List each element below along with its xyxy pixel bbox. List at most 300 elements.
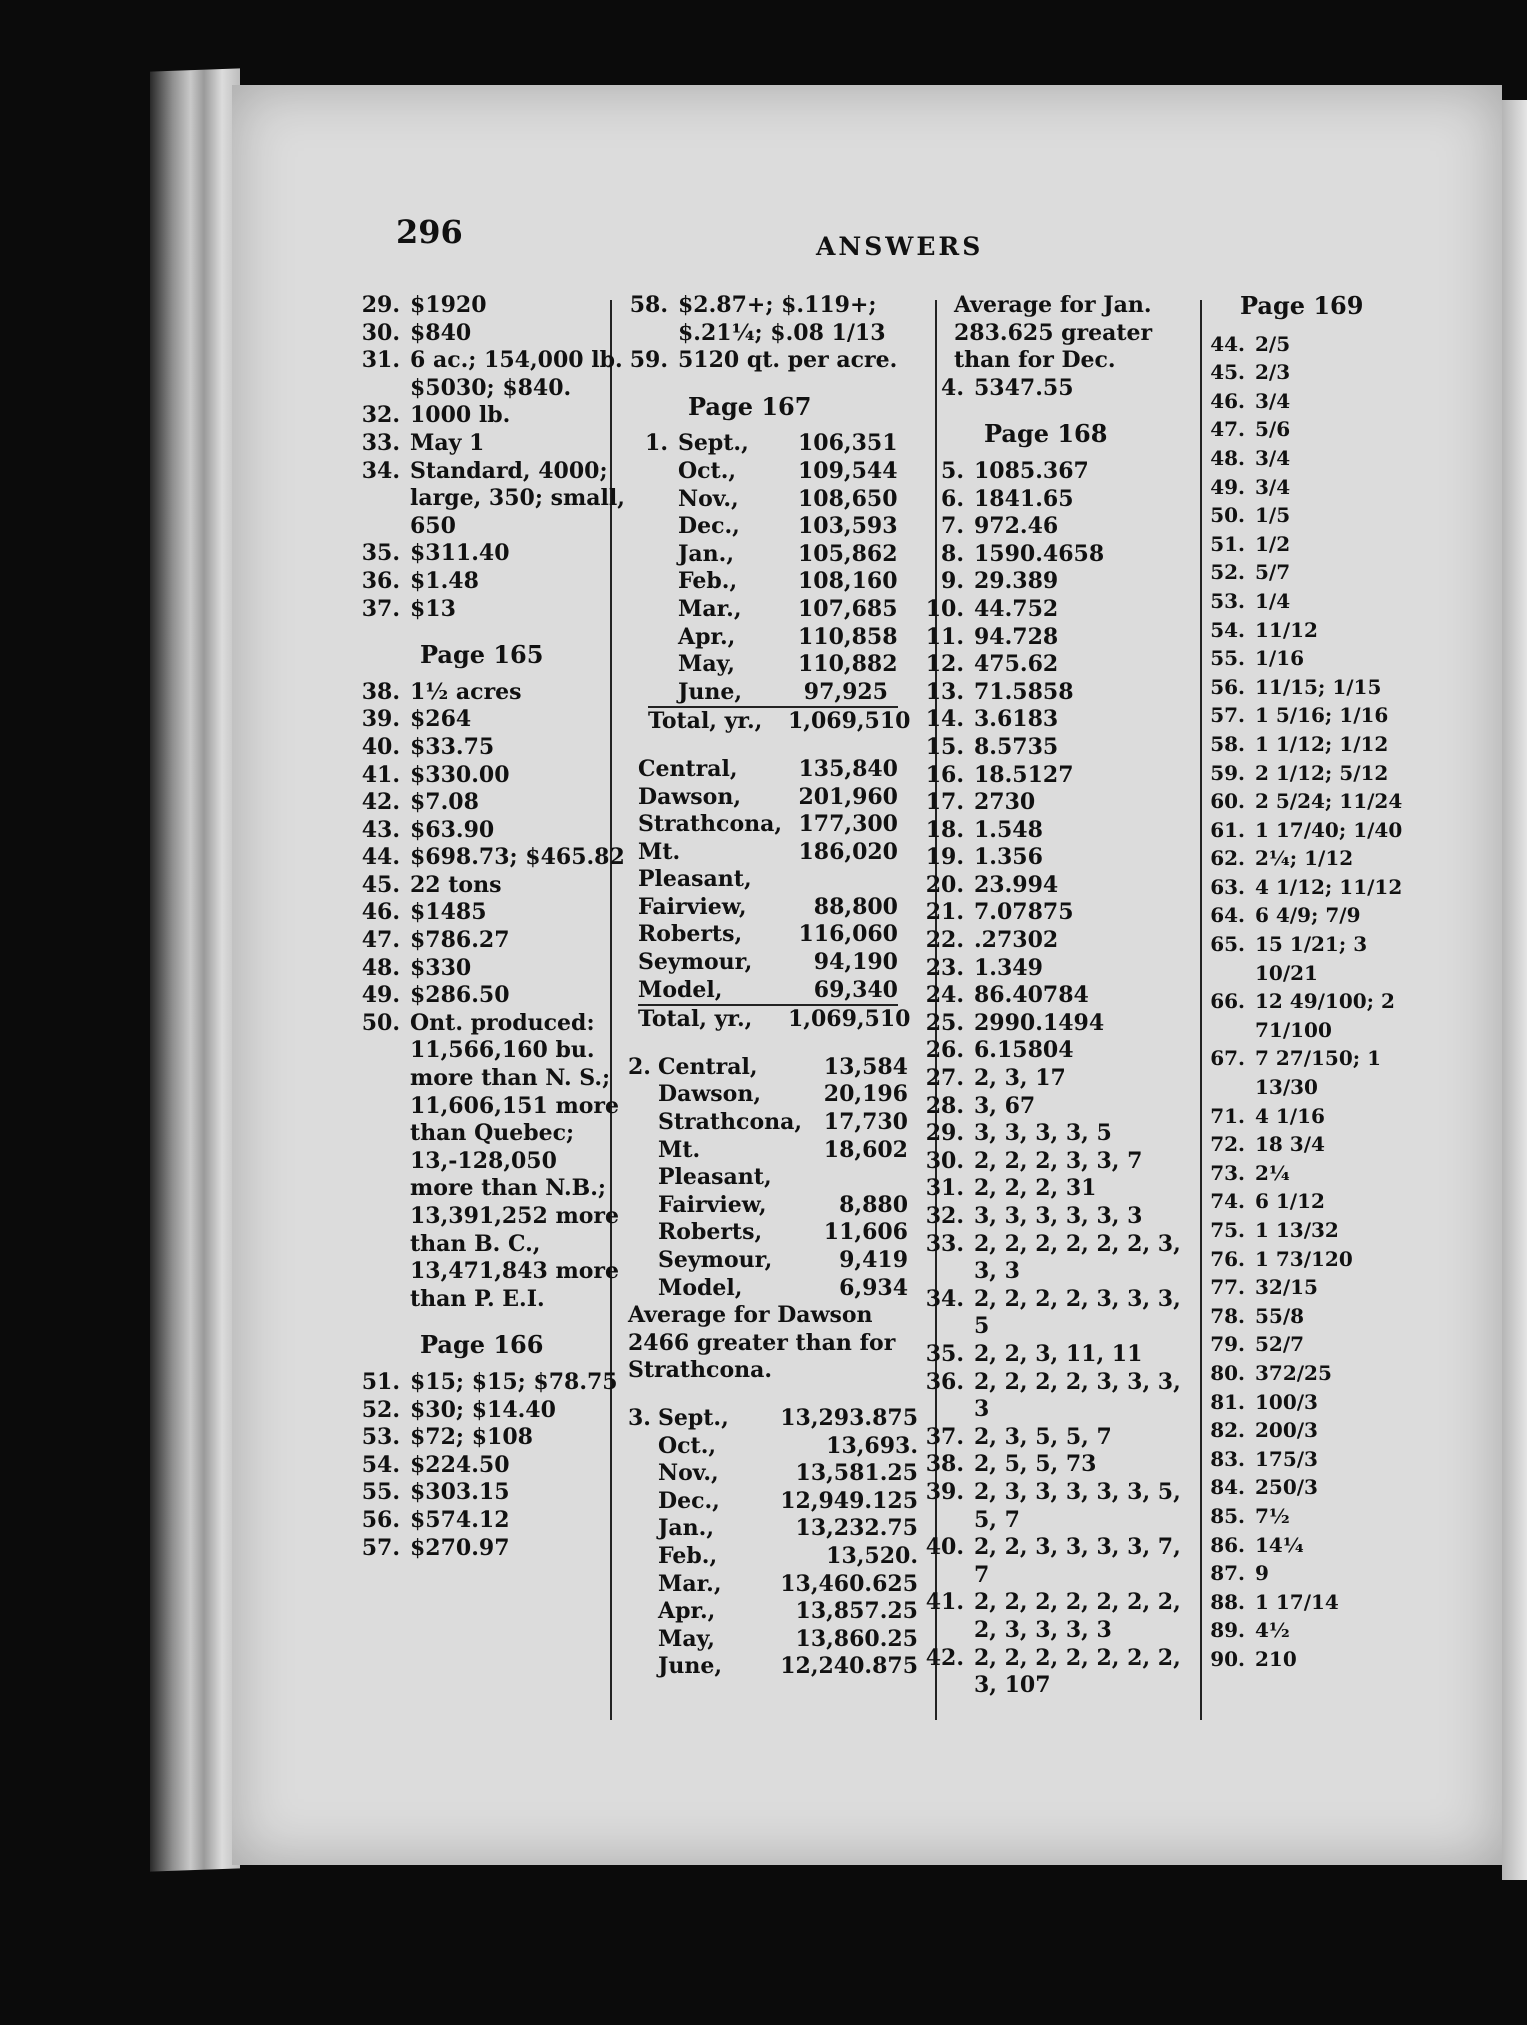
answer-text: 1 1/12; 1/12 xyxy=(1255,731,1389,756)
answer-item xyxy=(360,982,625,1010)
answer-item xyxy=(924,872,1194,900)
table-row xyxy=(658,1626,918,1654)
row-label: June, xyxy=(678,678,743,705)
answer-number: 8. xyxy=(941,540,964,567)
row-label: Jan., xyxy=(658,1515,714,1542)
answer-text: $13 xyxy=(410,595,456,622)
page-number: 296 xyxy=(396,213,463,251)
answer-number: 75. xyxy=(1210,1218,1245,1242)
answer-number: 58. xyxy=(629,292,668,318)
table-row xyxy=(658,1405,918,1433)
row-label: Dec., xyxy=(678,513,740,540)
answer-item xyxy=(1205,787,1415,816)
answer-item xyxy=(1205,1473,1415,1502)
table-row xyxy=(638,949,918,977)
row-value: 94,190 xyxy=(813,949,898,976)
row-value: 106,351 xyxy=(798,430,898,457)
answer-item xyxy=(628,1054,918,1302)
answer-number: 19. xyxy=(925,844,964,871)
answer-item xyxy=(1205,1359,1415,1388)
answer-text: 7½ xyxy=(1255,1503,1290,1528)
row-value: 103,593 xyxy=(798,513,898,540)
answer-item xyxy=(924,596,1194,624)
answer-text: May 1 xyxy=(410,429,485,456)
row-label: June, xyxy=(658,1653,723,1680)
answer-item xyxy=(924,1120,1194,1148)
answer-number: 56. xyxy=(361,1506,400,1533)
answer-number: 31. xyxy=(925,1175,964,1202)
answer-text: 3/4 xyxy=(1255,388,1291,413)
answer-text: 2, 5, 5, 73 xyxy=(974,1451,1097,1478)
row-label: May, xyxy=(678,651,735,678)
answer-number: 4. xyxy=(941,374,964,401)
row-value: 13,857.25 xyxy=(795,1598,918,1625)
answer-item xyxy=(360,679,625,707)
answer-item xyxy=(924,1148,1194,1176)
table-row xyxy=(658,1571,918,1599)
answer-item xyxy=(360,292,625,320)
row-label: Model, xyxy=(658,1274,743,1301)
answer-number: 73. xyxy=(1210,1160,1245,1185)
answer-number: 15. xyxy=(925,733,964,760)
answer-number: 40. xyxy=(361,733,400,760)
answer-item xyxy=(1205,759,1415,788)
row-label: Central, xyxy=(658,1053,758,1080)
answer-item xyxy=(1205,987,1415,1044)
column-rule xyxy=(1200,300,1202,1720)
table-row xyxy=(658,1460,918,1488)
answer-text: 86.40784 xyxy=(974,982,1089,1009)
answer-item xyxy=(1205,730,1415,759)
section-heading: Page 166 xyxy=(420,1330,544,1360)
answer-number: 11. xyxy=(925,623,964,650)
total-row xyxy=(648,706,911,736)
row-value: 110,858 xyxy=(798,623,898,650)
answer-item xyxy=(1205,1616,1415,1645)
answer-text: 6 ac.; 154,000 lb. $5030; $840. xyxy=(410,347,623,401)
answer-text: 1 17/40; 1/40 xyxy=(1255,817,1403,842)
answer-item xyxy=(1205,1559,1415,1588)
answer-item xyxy=(924,955,1194,983)
answer-number: 84. xyxy=(1210,1475,1245,1500)
table-row xyxy=(658,1247,908,1275)
answer-number: 45. xyxy=(361,871,400,898)
answer-item xyxy=(1205,644,1415,673)
answer-item xyxy=(924,1203,1194,1231)
answer-number: 6. xyxy=(941,485,964,512)
answer-text: 23.994 xyxy=(974,871,1059,898)
answer-text: 1/16 xyxy=(1255,646,1305,671)
facing-page-edge xyxy=(1502,100,1527,1880)
row-value: 110,882 xyxy=(798,651,898,678)
row-label: Strathcona, xyxy=(658,1109,803,1136)
table-row xyxy=(678,485,898,514)
answer-item xyxy=(1205,530,1415,559)
answer-text: 1 17/14 xyxy=(1255,1589,1339,1614)
answer-text: 1000 lb. xyxy=(410,402,511,429)
answer-text: 200/3 xyxy=(1255,1418,1318,1443)
answer-number: 55. xyxy=(361,1479,400,1506)
answer-number: 78. xyxy=(1210,1303,1245,1328)
answer-number: 32. xyxy=(361,402,400,429)
answer-number: 87. xyxy=(1210,1561,1245,1586)
answer-item xyxy=(360,1452,625,1480)
answer-number: 82. xyxy=(1210,1418,1245,1443)
answer-item xyxy=(360,762,625,790)
answer-number: 23. xyxy=(925,954,964,981)
row-label: Model, xyxy=(638,976,723,1003)
answer-item xyxy=(924,1065,1194,1093)
answer-number: 39. xyxy=(361,706,400,733)
answer-text: 1.356 xyxy=(974,844,1043,871)
table-row xyxy=(678,540,898,569)
answer-item xyxy=(1205,1388,1415,1417)
answer-item xyxy=(1205,501,1415,530)
answer-text: 2, 3, 5, 5, 7 xyxy=(974,1423,1112,1450)
row-label: May, xyxy=(658,1625,715,1652)
table-row xyxy=(638,756,918,784)
row-value: 9,419 xyxy=(839,1247,908,1273)
answer-number: 36. xyxy=(361,567,400,594)
table-row xyxy=(678,679,888,707)
answer-item xyxy=(924,1175,1194,1203)
answer-item xyxy=(360,817,625,845)
answer-text: 52/7 xyxy=(1255,1332,1305,1357)
table-row xyxy=(658,1109,908,1137)
answer-text: 2, 2, 2, 2, 2, 2, 3, 3, 3 xyxy=(974,1230,1181,1285)
answer-text: 3/4 xyxy=(1255,445,1291,470)
answer-number: 47. xyxy=(361,927,400,954)
answer-text: 1 73/120 xyxy=(1255,1246,1353,1271)
answer-item xyxy=(1205,444,1415,473)
table-row xyxy=(658,1653,918,1681)
answer-number: 61. xyxy=(1210,817,1245,842)
answer-text: 3, 3, 3, 3, 3, 3 xyxy=(974,1203,1143,1229)
answer-number: 59. xyxy=(629,347,668,374)
table-row xyxy=(678,457,898,486)
answer-number: 55. xyxy=(1210,646,1245,671)
answer-number: 52. xyxy=(1210,560,1245,585)
answer-number: 40. xyxy=(925,1534,964,1561)
answer-number: 42. xyxy=(925,1644,964,1671)
table-row xyxy=(658,1137,908,1192)
answer-text: 44.752 xyxy=(974,595,1059,622)
answer-text: 5/6 xyxy=(1255,417,1291,442)
answer-item xyxy=(360,1479,625,1507)
answer-item xyxy=(924,1645,1194,1700)
answer-number: 72. xyxy=(1210,1132,1245,1157)
answer-number: 28. xyxy=(925,1092,964,1119)
answer-number: 47. xyxy=(1210,417,1245,442)
answer-item xyxy=(1205,930,1415,987)
answer-number: 18. xyxy=(925,816,964,843)
answer-number: 27. xyxy=(925,1065,964,1092)
answer-text: 18 3/4 xyxy=(1255,1132,1325,1157)
row-label: Sept., xyxy=(658,1404,729,1431)
answer-text: 94.728 xyxy=(974,623,1059,650)
answer-number: 58. xyxy=(1210,731,1245,756)
answer-text: 1½ acres xyxy=(410,678,522,705)
row-value: 177,300 xyxy=(798,811,898,838)
answer-item xyxy=(924,1231,1194,1286)
answer-text: $72; $108 xyxy=(410,1424,533,1451)
answer-number: 50. xyxy=(361,1009,400,1036)
answer-item xyxy=(1205,1130,1415,1159)
answer-number: 59. xyxy=(1210,760,1245,785)
answer-item xyxy=(1205,701,1415,730)
answer-text: 1 5/16; 1/16 xyxy=(1255,703,1389,728)
answer-number: 20. xyxy=(925,871,964,898)
answer-number: 71. xyxy=(1210,1103,1245,1128)
answer-item xyxy=(924,541,1194,569)
answer-text: 6.15804 xyxy=(974,1037,1074,1064)
table-row xyxy=(678,623,898,652)
answer-text: 7 27/150; 1 13/30 xyxy=(1255,1046,1382,1100)
answer-item xyxy=(628,292,918,347)
table-row xyxy=(638,784,918,812)
row-label: Mar., xyxy=(658,1570,722,1597)
answer-number: 33. xyxy=(925,1230,964,1257)
answer-item xyxy=(924,899,1194,927)
answer-item xyxy=(1205,1416,1415,1445)
answer-item xyxy=(924,1341,1194,1369)
answer-number: 53. xyxy=(361,1424,400,1451)
answer-item xyxy=(1205,358,1415,387)
table-row xyxy=(658,1433,918,1461)
row-label: Apr., xyxy=(678,623,736,650)
answer-number: 35. xyxy=(361,540,400,567)
row-label: Fairview, xyxy=(658,1191,767,1218)
answer-item xyxy=(924,486,1194,514)
answer-item xyxy=(628,347,918,375)
table-row xyxy=(638,839,918,894)
row-value: 69,340 xyxy=(813,976,898,1003)
row-label: Dawson, xyxy=(638,783,741,810)
answer-number: 24. xyxy=(925,982,964,1009)
row-value: 13,860.25 xyxy=(795,1625,918,1652)
answer-item xyxy=(1205,1645,1415,1674)
row-label: Strathcona, xyxy=(638,811,783,838)
answer-text: 2, 2, 2, 2, 3, 3, 3, 5 xyxy=(974,1285,1181,1340)
table-row xyxy=(658,1515,918,1543)
answer-item xyxy=(924,789,1194,817)
answer-number: 48. xyxy=(361,954,400,981)
answer-number: 56. xyxy=(1210,674,1245,699)
answer-number: 2. xyxy=(628,1053,651,1080)
row-value: 107,685 xyxy=(798,595,898,622)
answer-item xyxy=(360,955,625,983)
table-row xyxy=(678,651,898,679)
answer-note: Average for Jan. 283.625 greater than for Dec. xyxy=(954,292,1153,374)
answer-item xyxy=(924,762,1194,790)
table-row xyxy=(678,513,898,541)
answer-text: 11/12 xyxy=(1255,617,1318,642)
answer-item xyxy=(360,706,625,734)
row-label: Mt. Pleasant, xyxy=(638,838,752,893)
answer-number: 5. xyxy=(941,457,964,484)
answer-number: 67. xyxy=(1210,1046,1245,1071)
answer-item xyxy=(1205,816,1415,845)
answer-text: 18.5127 xyxy=(974,761,1074,788)
table-row xyxy=(658,1054,908,1082)
row-label: Oct., xyxy=(678,457,737,484)
row-label: Roberts, xyxy=(658,1219,763,1246)
row-label: Dawson, xyxy=(658,1081,761,1108)
answer-item xyxy=(924,1286,1194,1341)
answer-text: 1/5 xyxy=(1255,503,1291,528)
row-label: Apr., xyxy=(658,1598,716,1625)
answer-item xyxy=(924,1010,1194,1038)
answer-number: 13. xyxy=(925,678,964,705)
answer-text: Ont. produced: 11,566,160 bu. more than N. S.; 11,606,151 more than Quebec; 13,-128,050 more than N.B.; 13,391,252 more than B. C., 13,471,843 more than P. E.I. xyxy=(410,1009,619,1312)
answer-text: 71.5858 xyxy=(974,678,1074,705)
row-value: 201,960 xyxy=(798,783,898,810)
total-label: Total, yr., xyxy=(648,708,763,735)
row-value: 109,544 xyxy=(798,457,898,484)
section-heading: Page 168 xyxy=(984,419,1108,449)
answer-text: $840 xyxy=(410,319,472,346)
answer-number: 38. xyxy=(361,678,400,705)
answer-item xyxy=(1205,1302,1415,1331)
answer-number: 30. xyxy=(925,1147,964,1174)
answer-item xyxy=(628,430,918,706)
row-label: Seymour, xyxy=(658,1247,773,1273)
answer-item xyxy=(1205,1159,1415,1188)
answer-text: 8.5735 xyxy=(974,733,1059,760)
row-value: 135,840 xyxy=(798,755,898,782)
answer-text: $330 xyxy=(410,954,472,981)
row-label: Jan., xyxy=(678,540,734,567)
answer-number: 44. xyxy=(361,844,400,871)
answer-number: 12. xyxy=(925,651,964,678)
answer-text: 5/7 xyxy=(1255,560,1291,585)
row-label: Mar., xyxy=(678,595,742,622)
answer-item xyxy=(1205,587,1415,616)
row-label: Roberts, xyxy=(638,921,743,948)
answer-text: $2.87+; $.119+; $.21¼; $.08 1/13 xyxy=(678,292,886,346)
answer-text: 29.389 xyxy=(974,568,1059,595)
row-value: 13,460.625 xyxy=(780,1570,918,1597)
answer-item xyxy=(1205,330,1415,359)
table-row xyxy=(658,1275,908,1303)
book-page-edges xyxy=(150,68,240,1871)
answer-text: 2, 2, 3, 3, 3, 3, 7, 7 xyxy=(974,1534,1181,1588)
answer-number: 42. xyxy=(361,789,400,816)
answer-text: $574.12 xyxy=(410,1506,510,1533)
row-value: 108,650 xyxy=(798,485,898,512)
answer-number: 44. xyxy=(1210,331,1245,356)
answer-text: 372/25 xyxy=(1255,1360,1332,1385)
row-value: 20,196 xyxy=(823,1081,908,1108)
answer-text: 2/5 xyxy=(1255,331,1291,356)
answer-number: 41. xyxy=(361,761,400,788)
answer-number: 36. xyxy=(925,1368,964,1395)
answer-text: 475.62 xyxy=(974,651,1059,678)
answer-item xyxy=(924,1424,1194,1452)
answer-number: 49. xyxy=(361,982,400,1009)
running-head: ANSWERS xyxy=(816,232,984,261)
answer-number: 38. xyxy=(925,1451,964,1478)
table-row xyxy=(638,921,918,949)
answer-item xyxy=(360,1010,625,1314)
answer-item xyxy=(360,458,625,541)
answer-number: 57. xyxy=(361,1534,400,1561)
answer-number: 49. xyxy=(1210,474,1245,499)
answer-item xyxy=(924,651,1194,679)
answers-column-1 xyxy=(360,292,625,1562)
answer-text: 5347.55 xyxy=(974,374,1074,401)
answer-number: 65. xyxy=(1210,932,1245,957)
answer-number: 1. xyxy=(645,430,668,457)
answer-number: 62. xyxy=(1210,846,1245,871)
answer-number: 74. xyxy=(1210,1189,1245,1214)
answer-text: $286.50 xyxy=(410,982,510,1009)
answer-item xyxy=(1205,1187,1415,1216)
answer-item xyxy=(360,347,625,402)
answer-item xyxy=(924,927,1194,955)
answer-item xyxy=(360,402,625,430)
table-row xyxy=(658,1219,908,1247)
answer-item xyxy=(924,734,1194,762)
answer-item xyxy=(924,706,1194,734)
answer-item xyxy=(924,1479,1194,1534)
answer-text: 1/2 xyxy=(1255,531,1291,556)
answer-text: 3/4 xyxy=(1255,474,1291,499)
answer-text: Standard, 4000; large, 350; small, 650 xyxy=(410,457,625,539)
answer-text: 3, 67 xyxy=(974,1092,1036,1119)
answer-text: $1.48 xyxy=(410,567,479,594)
answer-number: 51. xyxy=(1210,531,1245,556)
answer-text: 12 49/100; 2 71/100 xyxy=(1255,989,1395,1042)
answer-number: 14. xyxy=(925,706,964,733)
answer-text: $1485 xyxy=(410,899,487,926)
answer-number: 46. xyxy=(1210,388,1245,413)
answer-item xyxy=(360,568,625,596)
answer-text: 1.349 xyxy=(974,954,1043,981)
answer-item xyxy=(360,540,625,568)
answer-number: 54. xyxy=(1210,617,1245,642)
answer-number: 16. xyxy=(925,761,964,788)
answer-item xyxy=(360,844,625,872)
answer-text: 2¼; 1/12 xyxy=(1255,846,1354,871)
answer-text: $33.75 xyxy=(410,733,495,760)
answer-text: 1.548 xyxy=(974,816,1043,843)
answer-text: 3.6183 xyxy=(974,706,1059,733)
table-row xyxy=(658,1081,908,1109)
answer-item xyxy=(1205,1044,1415,1101)
answer-text: 2, 2, 2, 3, 3, 7 xyxy=(974,1147,1143,1174)
section-heading: Page 165 xyxy=(420,640,544,670)
answer-number: 34. xyxy=(361,457,400,484)
answer-item xyxy=(1205,616,1415,645)
answer-text: 2, 2, 3, 11, 11 xyxy=(974,1340,1143,1367)
answer-number: 48. xyxy=(1210,445,1245,470)
row-value: 105,862 xyxy=(798,540,898,567)
table-row xyxy=(638,811,918,839)
answer-number: 86. xyxy=(1210,1532,1245,1557)
table-row xyxy=(658,1598,918,1626)
answer-item xyxy=(360,1507,625,1535)
table-row xyxy=(658,1488,918,1516)
table-row xyxy=(678,568,898,596)
row-value: 186,020 xyxy=(798,838,898,865)
row-value: 11,606 xyxy=(823,1219,908,1246)
answer-text: 1 13/32 xyxy=(1255,1218,1339,1242)
answer-number: 57. xyxy=(1210,703,1245,728)
row-label: Central, xyxy=(638,755,738,782)
answer-text: $63.90 xyxy=(410,816,495,843)
row-label: Dec., xyxy=(658,1487,720,1514)
